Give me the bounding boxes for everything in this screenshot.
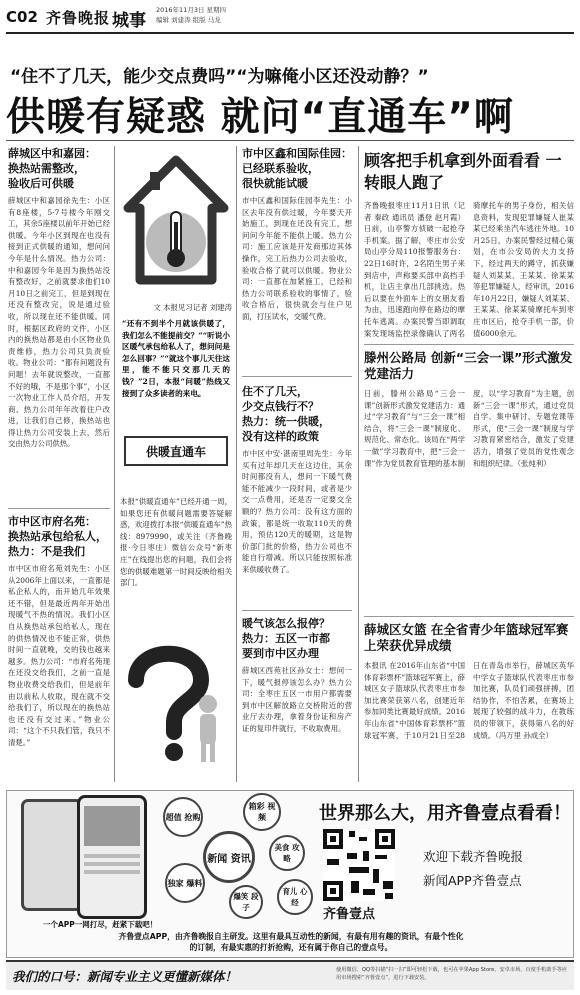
article-subtitle: 换热站承包给私人， xyxy=(8,530,107,543)
bubble-food: 美食 攻略 xyxy=(269,835,305,871)
article-body: 齐鲁晚报枣庄11月1日讯（记者 秦政 通讯员 潘登 赵月霞）日前，山亭警方侦破一起抢夺手机案。据了解，枣庄市公安局山亭分局110报警服务台：22日16时许，2名陌生男子来到店中，声称要买部中高档手机，让店主拿出几部挑选。热后以要在外面车上的女朋友看为由，迅速跑向停在路边的摩托车逃离。办案民警当即调取案发现场监控录像确认了两名骑摩托车的男子身份，相关信息资料，发现犯罪嫌疑人崔某某已经乘坐汽车逃往外地。10月25日，办案民警经过精心策划，在市公安局的大力支持下，经过两天的蹲守，抓获嫌疑人刘某某、王某某、徐某某等犯罪嫌疑人，经审讯，2016年10月22日，嫌疑人刘某某、王某某、徐某某骑摩托车到枣庄市区后，抢夺手机一部，价值6000余元。 xyxy=(364,201,574,338)
bubble-deals: 超值 抢购 xyxy=(163,797,203,837)
question-mark-illustration xyxy=(126,640,226,770)
phone-mockup xyxy=(21,799,83,911)
main-headline: 供暖有疑惑 就问“直通车”啊 xyxy=(6,95,514,140)
article-shifu xyxy=(8,514,110,773)
article-body: 本报讯 在2016年山东省“中国体育彩票杯”篮球冠军赛上，薛城区女子篮球队代表枣庄市参加比赛荣获第八名，创建近年参加同类比赛最好成绩。2016年山东省“中国体育彩票杯”篮球冠军赛，于10月21日至28日在青岛市举行，薛城区英华中学女子篮球队代表枣庄市参加比赛，队员们顽强拼搏，团结协作，不怕苦累，在赛场上展现了较强的战斗力，在教练员的带领下，获得第八名的好成绩。（冯万里 孙成全） xyxy=(364,661,574,740)
article-tengzhou-road xyxy=(364,350,574,588)
article-body: 市中区中安·湛南里周先生：今年买有过年却几天在这边住，其余时间都没有人，想问一下暖气费能不能减少一段时间，或者是少交一点费用，还是否一定要交全额的？热力公司：没有这方面的政策，都是统一收取110天的费用，预估120天的暖期，这是物价部门批的价格，热力公司也不能自行增减。所以只能按照标准来供暖收费了。 xyxy=(242,449,352,574)
newspaper-logo: 齐鲁晚报 xyxy=(46,9,111,27)
article-title: 市中区鑫和国际佳园： xyxy=(242,147,352,160)
section-title: 城事 xyxy=(112,11,146,31)
article-title: 顾客把手机拿到外面看看 一转眼人跑了 xyxy=(364,151,562,192)
photo-caption: 文 本报见习记者 刘建涛 xyxy=(153,303,232,312)
qr-code-icon xyxy=(323,829,395,901)
phone-tagline: 一个APP一网打尽，赶紧下载吧！ xyxy=(43,920,158,929)
article-title: 薛城区女篮 在全省青少年篮球冠军赛上荣获优异成绩 xyxy=(364,622,569,653)
lead-quote: “还有不到半个月就该供暖了，我们怎么不能提前交？”“听说小区暖气承包给私人了，想问问是怎么回事？”“就这个事儿天往这里，能不能只交那几天的钱？”2日，本报“问暖”热线又接到了众多读者的来电。 xyxy=(122,319,230,398)
slogan-bar xyxy=(6,960,574,990)
header-rule xyxy=(6,32,574,34)
divider xyxy=(242,610,352,611)
article-body: 薛城区西苑社区孙女士：想问一下，暖气报停该怎么办？热力公司：全枣庄五区一市用户都需要到市中区解放路立交桥附近的营业厅去办理，拿着身份证和房产证的复印件就行，不收取费用。 xyxy=(242,666,352,733)
intro-body: 本报“供暖直通车”已经开通一周，如果您还有供暖问题需要答疑解惑，欢迎拨打本报“供暖直通车”热线：8979990，或关注（齐鲁晚报·今日枣庄）微信公众号“新枣庄”在线提出您的问题，我们会将您的供暖难题第一时间反映给相关部门。 xyxy=(120,497,232,588)
article-subtitle: 要到市中区办理 xyxy=(242,647,319,660)
bubble-news: 新闻 资讯 xyxy=(203,831,255,883)
article-subtitle: 热力：不是我们 xyxy=(8,545,85,558)
article-short-stay xyxy=(242,384,352,598)
bubble-jokes: 爆笑 段子 xyxy=(229,885,263,919)
article-subtitle: 少交点钱行不？ xyxy=(242,400,319,413)
page-number: C02 xyxy=(6,8,38,26)
divider xyxy=(8,508,110,509)
bubble-parenting: 育儿 心经 xyxy=(277,879,313,915)
article-body: 市中区市府名苑刘先生：小区从2006年上面以来，一直都是私企私人的，而开始几年效果还不错，但是最近两年开始出现暖气不热的情况。我们小区自从换热站承包给私人，现在的供热情况也不能正常，供热时间一直就晚，交的钱也越来越多。热力公司：“市府名苑现在还没交给我们，之前一直是物业收费交给我们，但是前年由以前私人收取，现在就不交给我们了，所以现在的换热站也还没有交过来。”物业公司：“这个不只我们管，我只不清楚。” xyxy=(8,564,110,747)
article-body: 日前，滕州公路局“三会一课”创新形式激发党建活力：通过“学习教育”与“三会一课”相结合，将“三会一课”制度化、规范化、常态化。该局在“两学一做”学习教育中，把“三会一课”作为党员教育管理的基本制度，以“学习教育”为主题，创新“三会一课”形式，通过党员自学、集中研讨、专题党课等形式，使“三会一课”制度与学习教育紧密结合，激发了党建活力，增强了党员的党性观念和组织纪律。（张纯利） xyxy=(364,389,574,468)
article-title: 市中区市府名苑： xyxy=(8,515,96,528)
article-body: 薛城区中和嘉园徐先生：小区有8座楼，5-7号楼今年刚交工，其余5座楼以前年开始已经供暖。今年小区到现在也没有接到正式供暖的通知，想问问今年是什么情况。热力公司：中和嘉园今年是因为换热站没有整改好，之前就要求他们10月10日之前完工，但是到现在还没有整改完，说是通过验收，所以现在还不能供暖。同时，根据区政府的文件，小区内的换热站都是由小区物业负责维修，热力公司只负责验收。物业公司：“都有问题没有问题！去年就说整改，一直都不好的哦，不是那个事”，小区一次物业工作人员介绍，开发商、热力公司年年改着住户改进，让我们自己修，换热站也得让热力公司安装上去，然后交由热力公司供热。 xyxy=(8,196,110,449)
article-subtitle: 换热站需整改， xyxy=(8,162,85,175)
stamp-label: 供暖直通车 xyxy=(145,444,206,459)
column-rule xyxy=(358,146,359,782)
article-report-stop xyxy=(242,616,352,761)
article-phone-theft xyxy=(364,150,574,350)
bubble-exclusive: 独家 爆料 xyxy=(165,863,205,903)
headline-rule xyxy=(6,140,574,141)
app-advertisement xyxy=(6,790,574,958)
article-subtitle: 已经联系验收， xyxy=(242,162,319,175)
issue-date: 2016年11月3日 星期四 xyxy=(156,6,227,14)
page-header xyxy=(0,0,580,40)
article-subtitle: 没有这样的政策 xyxy=(242,430,319,443)
ad-brand: 齐鲁壹点 xyxy=(323,907,376,922)
article-title: 暖气该怎么报停？ xyxy=(242,617,330,630)
bubble-video: 箱彩 视频 xyxy=(243,793,281,831)
article-zhonghe xyxy=(8,146,110,495)
divider xyxy=(364,616,574,617)
house-thermometer-illustration xyxy=(120,150,232,290)
stamp-box xyxy=(124,436,228,466)
article-title: 滕州公路局 创新“三会一课”形式激发党建活力 xyxy=(364,350,573,381)
ad-description-line: 齐鲁壹点APP，由齐鲁晚报自主研发。这里有最具互动性的新闻，有最有用有趣的资讯，有最个性化 xyxy=(118,932,464,941)
qr-code[interactable] xyxy=(323,829,395,901)
divider xyxy=(242,376,352,377)
article-subtitle: 验收后可供暖 xyxy=(8,177,74,190)
slogan-note: 使用微信、QQ等扫描“扫一扫”即可轻松下载，也可在苹果App Store、安卓市场、百度手机助手等应用市场搜索“齐鲁壹点”，进行下载安装。 xyxy=(336,967,567,981)
article-subtitle: 热力：五区一市都 xyxy=(242,632,330,645)
article-title: 薛城区中和嘉园： xyxy=(8,147,96,160)
ad-headline: 世界那么大，用齐鲁壹点看看！ xyxy=(319,803,571,824)
kicker-headline: “住不了几天，能少交点费吗”“为嘛俺小区还没动静？” xyxy=(10,67,429,87)
issue-editors: 编辑 刘建涛 组版 马龙 xyxy=(156,16,221,24)
phone-screen-image xyxy=(84,806,140,846)
article-basketball xyxy=(364,622,574,764)
phone-mockup xyxy=(77,795,147,919)
ad-app-name: 新闻APP齐鲁壹点 xyxy=(423,873,522,888)
article-body: 市中区鑫和国际佳园李先生：小区去年没有供过暖，今年要天开始施工，到现在还没有完工，想问问今年能不能供上暖。热力公司：施工应该是开发商那边其体操作，完工后热力公司去验收，验收合格了就可以供暖。物业公司：一直都在加紧施工，已经和热力公司联系验收的事情了，验收合格后，很快就会与住户见面，打压试水，交暖气费。 xyxy=(242,196,352,321)
article-xinhe xyxy=(242,146,352,365)
issue-meta xyxy=(156,5,226,25)
ad-description-line: 的订制，有最实惠的打折抢购，还有属于你自己的壹点号。 xyxy=(189,943,393,952)
article-subtitle: 热力：统一供暖， xyxy=(242,415,330,428)
article-subtitle: 很快就能试暖 xyxy=(242,177,308,190)
divider xyxy=(364,344,574,345)
ad-description xyxy=(15,931,567,953)
column-rule xyxy=(236,146,237,782)
article-title: 住不了几天， xyxy=(242,385,308,398)
column-rule xyxy=(114,146,115,782)
ad-download-line: 欢迎下载齐鲁晚报 xyxy=(423,849,524,864)
slogan-text: 我们的口号：新闻专业主义更懂新媒体！ xyxy=(12,969,238,984)
